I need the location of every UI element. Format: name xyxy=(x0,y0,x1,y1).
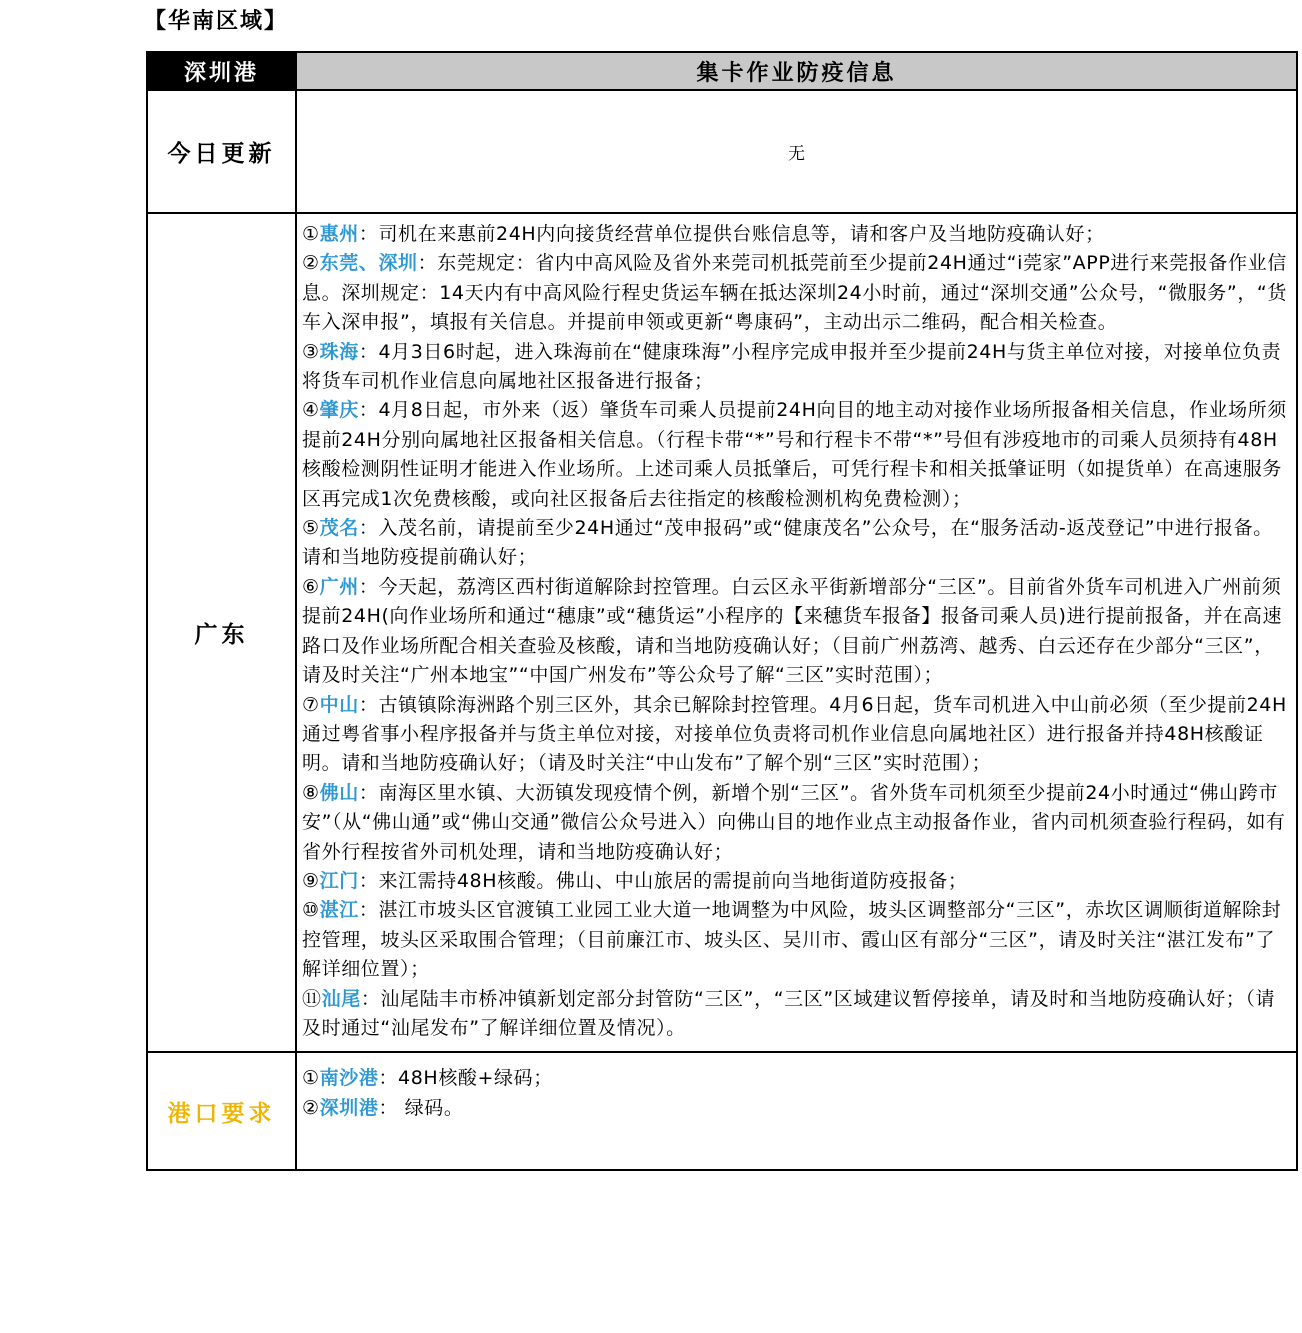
port-requirements-label: 港口要求 xyxy=(147,1052,296,1170)
item-number: ⑥ xyxy=(302,575,320,598)
epidemic-info-table xyxy=(146,51,1298,1171)
list-item xyxy=(302,396,1290,514)
item-number: ② xyxy=(302,1097,320,1120)
item-number: ⑪ xyxy=(302,987,322,1010)
list-item xyxy=(302,691,1290,779)
port-name-cell: 深圳港 xyxy=(147,52,296,90)
list-item xyxy=(302,1063,1290,1093)
item-text: ：汕尾陆丰市桥冲镇新划定部分封管防“三区”，“三区”区域建议暂停接单，请及时和当地防疫确认好；（请及时通过“汕尾发布”了解详细位置及情况）。 xyxy=(302,987,1276,1039)
city-name: 广州 xyxy=(319,575,359,598)
item-text: ：4月3日6时起，进入珠海前在“健康珠海”小程序完成申报并至少提前24H与货主单位对接，对接单位负责将货车司机作业信息向属地社区报备进行报备； xyxy=(302,340,1282,393)
today-update-value: 无 xyxy=(296,90,1297,213)
item-number: ⑦ xyxy=(302,693,320,716)
item-text: ：湛江市坡头区官渡镇工业园工业大道一地调整为中风险，坡头区调整部分“三区”，赤坎区调顺街道解除封控管理，坡头区采取围合管理；（目前廉江市、坡头区、吴川市、霞山区有部分“三区”，请及时关注“湛江发布”了解详细位置）； xyxy=(302,899,1282,981)
item-text: ：古镇镇除海洲路个别三区外，其余已解除封控管理。4月6日起，货车司机进入中山前必须（至少提前24H通过粤省事小程序报备并与货主单位对接，对接单位负责将司机作业信息向属地社区）进行报备并持48H核酸证明。请和当地防疫确认好；（请及时关注“中山发布”了解个别“三区”实时范围）； xyxy=(302,693,1287,775)
item-number: ① xyxy=(302,223,320,245)
item-text: ：入茂名前，请提前至少24H通过“茂申报码”或“健康茂名”公众号，在“服务活动-返茂登记”中进行报备。请和当地防疫提前确认好； xyxy=(302,517,1273,569)
item-number: ⑨ xyxy=(302,869,320,892)
list-item xyxy=(302,896,1290,984)
today-update-row xyxy=(147,90,1297,213)
table-title: 集卡作业防疫信息 xyxy=(296,52,1297,90)
item-text: ：4月8日起，市外来（返）肇货车司乘人员提前24H向目的地主动对接作业场所报备相关信息，作业场所须提前24H分别向属地社区报备相关信息。（行程卡带“*”号和行程卡不带“*”号但有涉疫地市的司乘人员须持有48H核酸检测阴性证明才能进入作业场所。上述司乘人员抵肇后，可凭行程卡和相关抵肇证明（如提货单）在高速服务区再完成1次免费核酸，或向社区报备后去往指定的核酸检测机构免费检测）； xyxy=(302,399,1287,510)
list-item xyxy=(302,220,1290,249)
list-item xyxy=(302,1093,1290,1123)
item-text: ：48H核酸+绿码； xyxy=(378,1067,553,1090)
item-text: ： 绿码。 xyxy=(378,1097,464,1120)
item-number: ⑧ xyxy=(302,781,320,804)
item-number: ① xyxy=(302,1067,320,1090)
item-number: ② xyxy=(302,252,320,275)
guangdong-row xyxy=(147,213,1297,1052)
port-name: 南沙港 xyxy=(319,1067,379,1090)
item-text: ：来江需持48H核酸。佛山、中山旅居的需提前向当地街道防疫报备； xyxy=(358,869,968,892)
city-name: 珠海 xyxy=(319,340,359,363)
city-name: 佛山 xyxy=(319,781,359,804)
item-number: ③ xyxy=(302,340,320,363)
port-requirements-content xyxy=(296,1052,1297,1170)
item-text: ：今天起，荔湾区西村街道解除封控管理。白云区永平街新增部分“三区”。目前省外货车司机进入广州前须提前24H(向作业场所和通过“穗康”或“穗货运”小程序的【来穗货车报备】报备司乘人员)进行提前报备，并在高速路口及作业场所配合相关查验及核酸，请和当地防疫确认好；（目前广州荔湾、越秀、白云还存在少部分“三区”，请及时关注“广州本地宝”“中国广州发布”等公众号了解“三区”实时范围）； xyxy=(302,575,1283,687)
list-item xyxy=(302,573,1290,691)
item-number: ⑩ xyxy=(302,899,320,922)
item-text: ：司机在来惠前24H内向接货经营单位提供台账信息等，请和客户及当地防疫确认好； xyxy=(358,223,1105,245)
city-name: 汕尾 xyxy=(321,987,361,1010)
port-requirements-row xyxy=(147,1052,1297,1170)
list-item xyxy=(302,867,1290,896)
city-name: 惠州 xyxy=(319,223,359,245)
item-number: ④ xyxy=(302,399,320,422)
city-name: 东莞、深圳 xyxy=(319,252,418,275)
item-number: ⑤ xyxy=(302,517,320,540)
list-item xyxy=(302,338,1290,397)
list-item xyxy=(302,779,1290,867)
list-item xyxy=(302,985,1290,1044)
port-rule-list xyxy=(302,1063,1290,1123)
header-row xyxy=(147,52,1297,90)
item-text: ：南海区里水镇、大沥镇发现疫情个例，新增个别“三区”。省外货车司机须至少提前24小时通过“佛山跨市安”（从“佛山通”或“佛山交通”微信公众号进入）向佛山目的地作业点主动报备作业，省内司机须查验行程码，如有省外行程按省外司机处理，请和当地防疫确认好； xyxy=(302,781,1286,863)
city-rule-list xyxy=(302,220,1290,1043)
today-update-label: 今日更新 xyxy=(147,90,296,213)
list-item xyxy=(302,514,1290,573)
city-name: 肇庆 xyxy=(319,399,359,422)
list-item xyxy=(302,249,1290,337)
city-name: 湛江 xyxy=(319,899,359,922)
guangdong-label: 广东 xyxy=(147,213,296,1052)
guangdong-content xyxy=(296,213,1297,1052)
item-text: ：东莞规定：省内中高风险及省外来莞司机抵莞前至少提前24H通过“i莞家”APP进行来莞报备作业信息。深圳规定：14天内有中高风险行程史货运车辆在抵达深圳24小时前，通过“深圳交通”公众号，“微服务”，“货车入深申报”，填报有关信息。并提前申领或更新“粤康码”，主动出示二维码，配合相关检查。 xyxy=(302,252,1287,334)
city-name: 江门 xyxy=(319,869,359,892)
city-name: 中山 xyxy=(319,693,359,716)
city-name: 茂名 xyxy=(319,517,359,540)
region-title: 【华南区域】 xyxy=(144,9,289,34)
port-name: 深圳港 xyxy=(319,1097,379,1120)
